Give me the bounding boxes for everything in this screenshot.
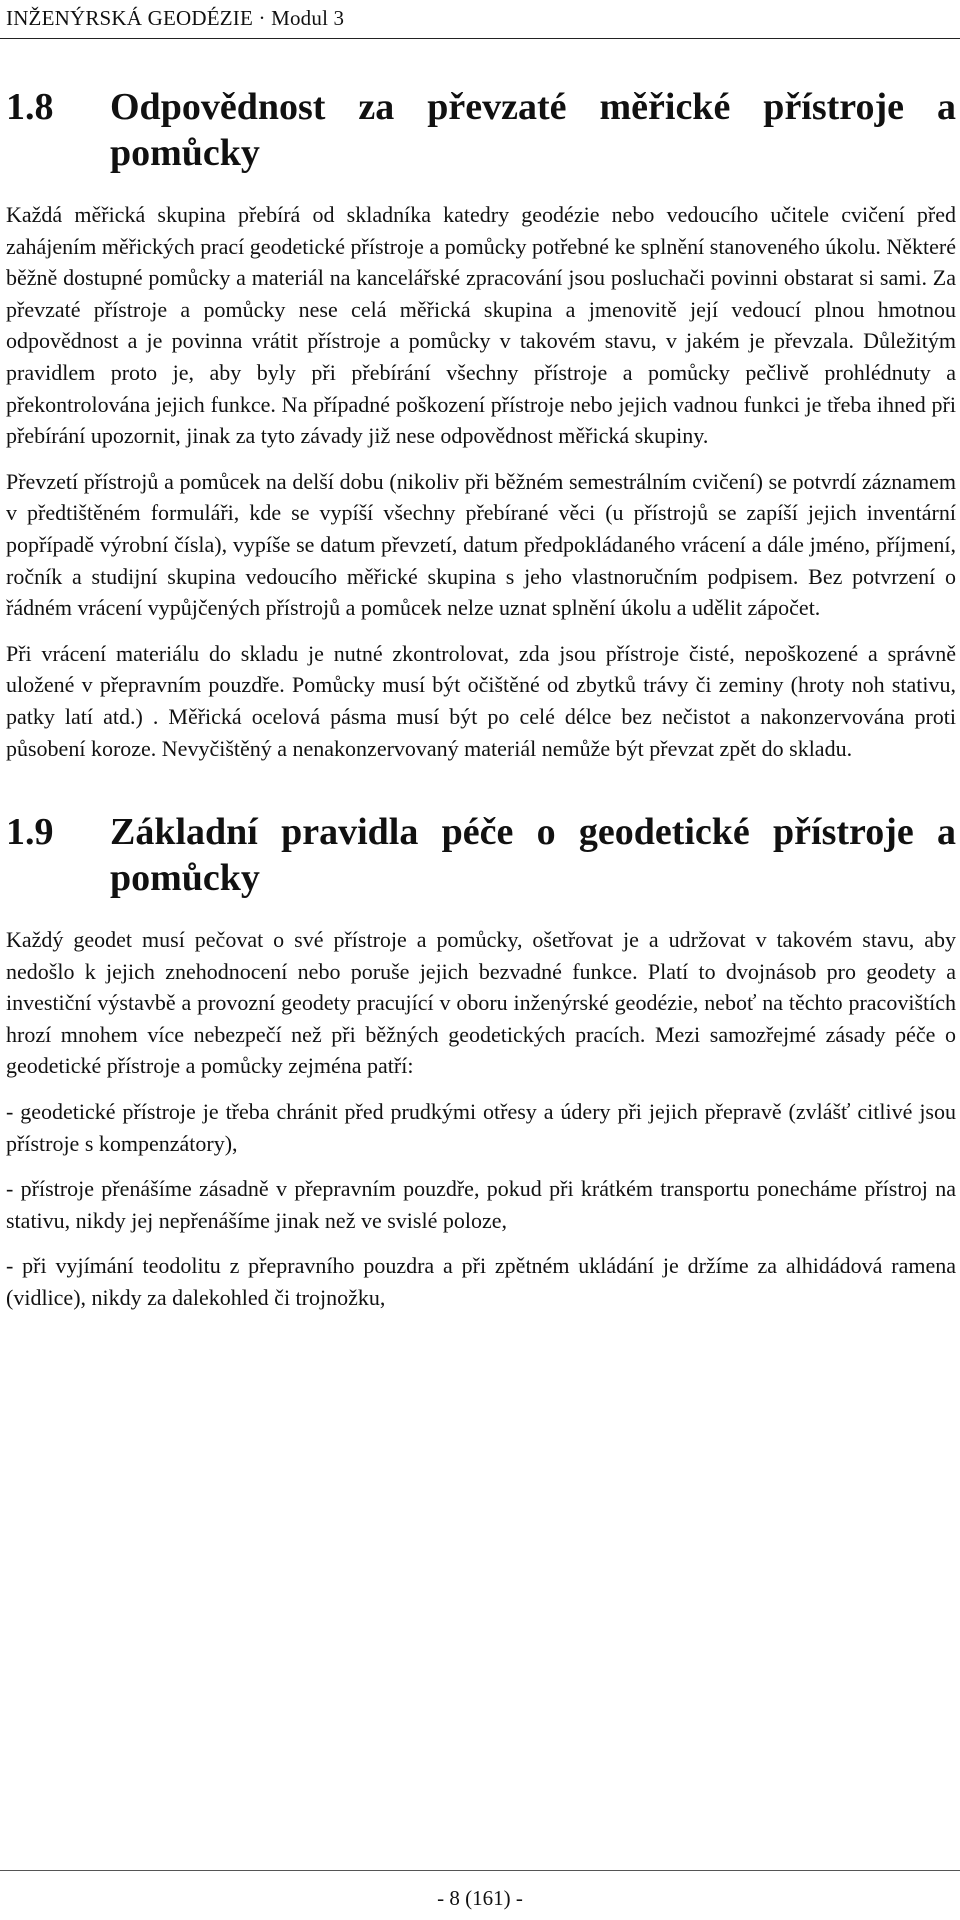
- footer-divider: [0, 1870, 960, 1871]
- section-heading-1-9: [6, 809, 956, 901]
- paragraph: Každý geodet musí pečovat o své přístroje a pomůcky, ošetřovat je a udržovat v takovém stavu, aby nedošlo k jejich znehodnocení nebo poruše jejich bezvadné funkce. Platí to dvojnásob pro geodety a investiční výstavbě a provozní geodety pracující v oboru inženýrské geodézie, neboť na těchto pracovištích hrozí mnohem více nebezpečí než při běžných geodetických pracích. Mezi samozřejmé zásady péče o geodetické přístroje a pomůcky zejména patří:: [6, 927, 956, 1079]
- list-item: - geodetické přístroje je třeba chránit před prudkými otřesy a údery při jejich přepravě (zvlášť citlivé jsou přístroje s kompenzátory),: [6, 1099, 956, 1156]
- running-header: INŽENÝRSKÁ GEODÉZIE · Modul 3: [6, 6, 345, 30]
- document-body: [6, 84, 956, 1314]
- section-number: 1.9: [6, 811, 54, 854]
- header-divider: [0, 38, 960, 39]
- section-number: 1.8: [6, 86, 54, 128]
- section-title: Základní pravidla péče o geodetické přístroje a pomůcky: [110, 811, 956, 900]
- page-number: - 8 (161) -: [437, 1886, 523, 1910]
- paragraph: Každá měřická skupina přebírá od skladníka katedry geodézie nebo vedoucího učitele cvičení před zahájením měřických prací geodetické přístroje a pomůcky potřebné ke splnění stanoveného úkolu. Některé běžně dostupné pomůcky a materiál na kancelářské zpracování jsou posluchači povinni obstarat si sami. Za převzaté přístroje a pomůcky nese celá měřická skupina a jmenovitě její vedoucí plnou hmotnou odpovědnost a je povinna vrátit přístroje a pomůcky v takovém stavu, v jakém je převzala. Důležitým pravidlem proto je, aby byly při přebírání všechny přístroje a pomůcky pečlivě prohlédnuty a překontrolována jejich funkce. Na případné poškození přístroje nebo jejich vadnou funkci je třeba ihned při přebírání upozornit, jinak za tyto závady již nese odpovědnost měřická skupiny.: [6, 202, 956, 449]
- list-item: - přístroje přenášíme zásadně v přepravním pouzdře, pokud při krátkém transportu ponecháme přístroj na stativu, nikdy jej nepřenášíme jinak než ve svislé poloze,: [6, 1176, 956, 1233]
- section-title: Odpovědnost za převzaté měřické přístroje a pomůcky: [110, 86, 956, 174]
- paragraph: Při vrácení materiálu do skladu je nutné zkontrolovat, zda jsou přístroje čisté, nepoškozené a správně uložené v přepravním pouzdře. Pomůcky musí být očištěné od zbytků trávy či zeminy (hroty noh stativu, patky latí atd.) . Měřická ocelová pásma musí být po celé délce bez nečistot a nakonzervována proti působení koroze. Nevyčištěný a nenakonzervovaný materiál nemůže být převzat zpět do skladu.: [6, 640, 956, 761]
- list-item: - při vyjímání teodolitu z přepravního pouzdra a při zpětném ukládání je držíme za alhidádová ramena (vidlice), nikdy za dalekohled či trojnožku,: [6, 1253, 956, 1311]
- paragraph: Převzetí přístrojů a pomůcek na delší dobu (nikoliv při běžném semestrálním cvičení) se potvrdí záznamem v předtištěném formuláři, kde se vypíší všechny přebírané věci (u přístrojů se zapíší jejich inventární popřípadě výrobní čísla), vypíše se datum převzetí, datum předpokládaného vrácení a dále jméno, příjmení, ročník a studijní skupina vedoucího měřické skupina s jeho vlastnoručním podpisem. Bez potvrzení o řádném vrácení vypůjčených přístrojů a pomůcek nelze uznat splnění úkolu a udělit zápočet.: [6, 468, 956, 621]
- section-heading-1-8: [6, 84, 956, 176]
